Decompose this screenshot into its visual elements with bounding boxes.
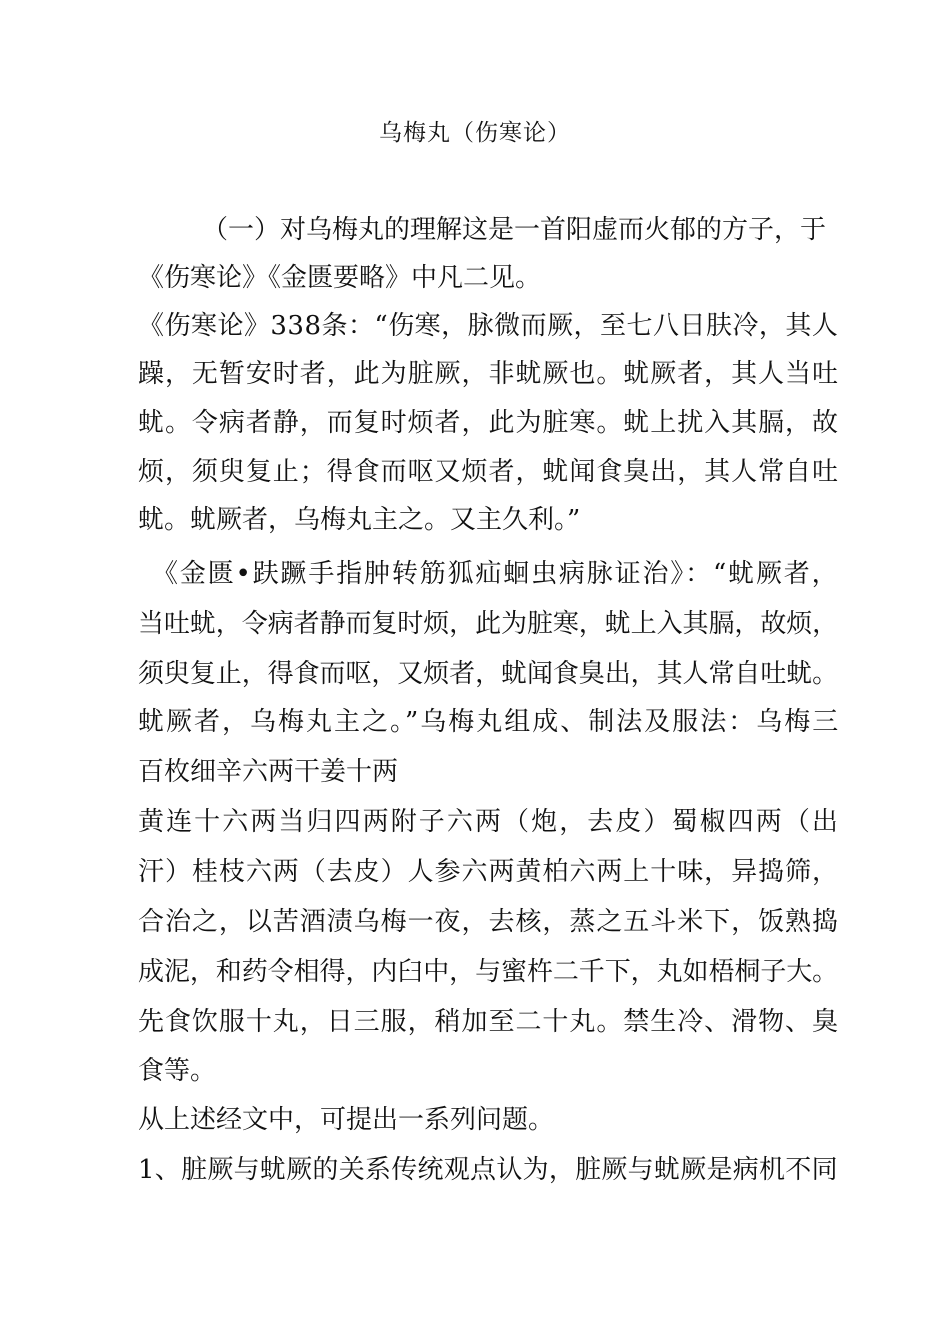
document-title: 乌梅丸（伤寒论）	[379, 120, 571, 146]
paragraph-line: 百枚细辛六两干姜十两	[138, 757, 399, 787]
paragraph-line: 食等。	[138, 1056, 217, 1086]
paragraph-line: 从上述经文中，可提出一系列问题。	[138, 1105, 555, 1135]
paragraph-line: 烦，须臾复止；得食而呕又烦者，蚘闻食臭出，其人常自吐	[138, 457, 839, 487]
paragraph-line: （一）对乌梅丸的理解这是一首阳虚而火郁的方子，于	[202, 215, 827, 245]
paragraph-line: 蚘。令病者静，而复时烦者，此为脏寒。蚘上扰入其膈，故	[138, 408, 839, 438]
paragraph-line: 合治之，以苦酒渍乌梅一夜，去核，蒸之五斗米下，饭熟捣	[138, 907, 839, 937]
paragraph-line: 《伤寒论》338条：“伤寒，脉微而厥，至七八日肤冷，其人	[138, 311, 839, 341]
paragraph-line: 躁，无暂安时者，此为脏厥，非蚘厥也。蚘厥者，其人当吐	[138, 359, 839, 389]
paragraph-line: 汗）桂枝六两（去皮）人参六两黄柏六两上十味，异捣筛，	[138, 857, 839, 887]
paragraph-line: 1、脏厥与蚘厥的关系传统观点认为，脏厥与蚘厥是病机不同	[138, 1155, 838, 1185]
paragraph-line: 须臾复止，得食而呕，又烦者，蚘闻食臭出，其人常自吐蚘。	[138, 659, 839, 689]
paragraph-line: 《伤寒论》《金匮要略》中凡二见。	[138, 263, 542, 293]
paragraph-line: 先食饮服十丸，日三服，稍加至二十丸。禁生冷、滑物、臭	[138, 1007, 839, 1037]
paragraph-line: 蚘。蚘厥者，乌梅丸主之。又主久利。”	[138, 505, 581, 535]
paragraph-line: 《金匮•趺蹶手指肿转筋狐疝蛔虫病脉证治》：“蚘厥者，	[152, 559, 840, 589]
paragraph-line: 成泥，和药令相得，内臼中，与蜜杵二千下，丸如梧桐子大。	[138, 957, 839, 987]
paragraph-line: 当吐蚘，令病者静而复时烦，此为脏寒，蚘上入其膈，故烦，	[138, 609, 839, 639]
paragraph-line: 黄连十六两当归四两附子六两（炮，去皮）蜀椒四两（出	[138, 807, 841, 837]
paragraph-line: 蚘厥者，乌梅丸主之。”乌梅丸组成、制法及服法：乌梅三	[138, 707, 841, 737]
